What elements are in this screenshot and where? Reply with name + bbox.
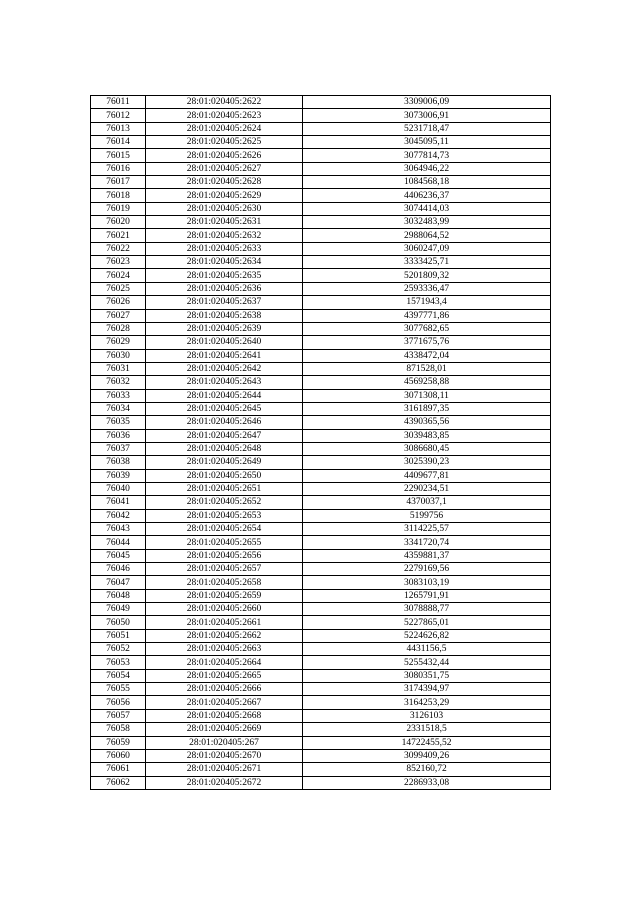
cadastral-number-cell: 28:01:020405:2664: [146, 656, 303, 669]
table-body: [91, 96, 551, 790]
row-number-cell: 76047: [91, 576, 146, 589]
value-cell: 5224626,82: [303, 629, 551, 642]
cadastral-number-cell: 28:01:020405:2663: [146, 643, 303, 656]
value-cell: 2988064,52: [303, 229, 551, 242]
table-row: [91, 296, 551, 309]
cadastral-number-cell: 28:01:020405:2653: [146, 509, 303, 522]
cadastral-number-cell: 28:01:020405:2622: [146, 96, 303, 109]
cadastral-number-cell: 28:01:020405:2631: [146, 216, 303, 229]
row-number-cell: 76057: [91, 709, 146, 722]
value-cell: 4370037,1: [303, 496, 551, 509]
table-row: [91, 669, 551, 682]
cadastral-number-cell: 28:01:020405:2656: [146, 549, 303, 562]
value-cell: 3341720,74: [303, 536, 551, 549]
table-row: [91, 96, 551, 109]
cadastral-number-cell: 28:01:020405:2638: [146, 309, 303, 322]
cadastral-number-cell: 28:01:020405:2667: [146, 696, 303, 709]
table-row: [91, 176, 551, 189]
row-number-cell: 76058: [91, 723, 146, 736]
cadastral-number-cell: 28:01:020405:2670: [146, 749, 303, 762]
value-cell: 4569258,88: [303, 376, 551, 389]
row-number-cell: 76043: [91, 523, 146, 536]
cadastral-number-cell: 28:01:020405:2643: [146, 376, 303, 389]
cadastral-number-cell: 28:01:020405:2628: [146, 176, 303, 189]
row-number-cell: 76018: [91, 189, 146, 202]
row-number-cell: 76062: [91, 776, 146, 789]
table-row: [91, 109, 551, 122]
row-number-cell: 76019: [91, 202, 146, 215]
table-row: [91, 376, 551, 389]
row-number-cell: 76024: [91, 269, 146, 282]
table-row: [91, 629, 551, 642]
value-cell: 4397771,86: [303, 309, 551, 322]
row-number-cell: 76016: [91, 162, 146, 175]
value-cell: 2331518,5: [303, 723, 551, 736]
table-row: [91, 216, 551, 229]
cadastral-number-cell: 28:01:020405:2634: [146, 256, 303, 269]
table-row: [91, 416, 551, 429]
table-row: [91, 269, 551, 282]
table-row: [91, 536, 551, 549]
table-row: [91, 162, 551, 175]
value-cell: 5227865,01: [303, 616, 551, 629]
cadastral-number-cell: 28:01:020405:2641: [146, 349, 303, 362]
value-cell: 3309006,09: [303, 96, 551, 109]
cadastral-number-cell: 28:01:020405:2635: [146, 269, 303, 282]
cadastral-number-cell: 28:01:020405:2666: [146, 683, 303, 696]
value-cell: 3060247,09: [303, 242, 551, 255]
table-row: [91, 349, 551, 362]
row-number-cell: 76059: [91, 736, 146, 749]
row-number-cell: 76054: [91, 669, 146, 682]
value-cell: 4431156,5: [303, 643, 551, 656]
table-row: [91, 189, 551, 202]
table-row: [91, 683, 551, 696]
row-number-cell: 76028: [91, 322, 146, 335]
value-cell: 3174394,97: [303, 683, 551, 696]
cadastral-number-cell: 28:01:020405:2627: [146, 162, 303, 175]
table-row: [91, 442, 551, 455]
row-number-cell: 76031: [91, 362, 146, 375]
cadastral-number-cell: 28:01:020405:2645: [146, 402, 303, 415]
table-row: [91, 509, 551, 522]
value-cell: 4406236,37: [303, 189, 551, 202]
value-cell: 4338472,04: [303, 349, 551, 362]
value-cell: 3025390,23: [303, 456, 551, 469]
value-cell: 871528,01: [303, 362, 551, 375]
cadastral-number-cell: 28:01:020405:2646: [146, 416, 303, 429]
table-row: [91, 336, 551, 349]
table-row: [91, 242, 551, 255]
table-row: [91, 776, 551, 789]
row-number-cell: 76032: [91, 376, 146, 389]
row-number-cell: 76039: [91, 469, 146, 482]
table-row: [91, 402, 551, 415]
row-number-cell: 76023: [91, 256, 146, 269]
value-cell: 5231718,47: [303, 122, 551, 135]
value-cell: 3086680,45: [303, 442, 551, 455]
table-row: [91, 563, 551, 576]
value-cell: 3071308,11: [303, 389, 551, 402]
cadastral-number-cell: 28:01:020405:2639: [146, 322, 303, 335]
table-row: [91, 362, 551, 375]
table-row: [91, 202, 551, 215]
value-cell: 1571943,4: [303, 296, 551, 309]
cadastral-number-cell: 28:01:020405:2652: [146, 496, 303, 509]
table-row: [91, 736, 551, 749]
value-cell: 5199756: [303, 509, 551, 522]
row-number-cell: 76049: [91, 603, 146, 616]
cadastral-number-cell: 28:01:020405:2665: [146, 669, 303, 682]
table-row: [91, 149, 551, 162]
row-number-cell: 76050: [91, 616, 146, 629]
cadastral-number-cell: 28:01:020405:2623: [146, 109, 303, 122]
cadastral-number-cell: 28:01:020405:2644: [146, 389, 303, 402]
row-number-cell: 76020: [91, 216, 146, 229]
cadastral-number-cell: 28:01:020405:2657: [146, 563, 303, 576]
value-cell: 3114225,57: [303, 523, 551, 536]
table-row: [91, 309, 551, 322]
row-number-cell: 76021: [91, 229, 146, 242]
value-cell: 2286933,08: [303, 776, 551, 789]
row-number-cell: 76025: [91, 282, 146, 295]
cadastral-value-table: [90, 95, 551, 790]
value-cell: 3771675,76: [303, 336, 551, 349]
table-row: [91, 589, 551, 602]
cadastral-number-cell: 28:01:020405:2632: [146, 229, 303, 242]
table-row: [91, 643, 551, 656]
table-row: [91, 469, 551, 482]
value-cell: 3083103,19: [303, 576, 551, 589]
table-row: [91, 723, 551, 736]
cadastral-number-cell: 28:01:020405:2624: [146, 122, 303, 135]
cadastral-number-cell: 28:01:020405:2662: [146, 629, 303, 642]
row-number-cell: 76030: [91, 349, 146, 362]
table-row: [91, 122, 551, 135]
table-row: [91, 656, 551, 669]
table-row: [91, 523, 551, 536]
table-row: [91, 482, 551, 495]
row-number-cell: 76061: [91, 763, 146, 776]
table-row: [91, 456, 551, 469]
cadastral-number-cell: 28:01:020405:2669: [146, 723, 303, 736]
value-cell: 4390365,56: [303, 416, 551, 429]
row-number-cell: 76041: [91, 496, 146, 509]
cadastral-number-cell: 28:01:020405:2625: [146, 136, 303, 149]
value-cell: 3077814,73: [303, 149, 551, 162]
table-row: [91, 389, 551, 402]
row-number-cell: 76026: [91, 296, 146, 309]
row-number-cell: 76060: [91, 749, 146, 762]
row-number-cell: 76022: [91, 242, 146, 255]
table-row: [91, 256, 551, 269]
cadastral-number-cell: 28:01:020405:2654: [146, 523, 303, 536]
value-cell: 3078888,77: [303, 603, 551, 616]
table-row: [91, 429, 551, 442]
value-cell: 14722455,52: [303, 736, 551, 749]
table-row: [91, 549, 551, 562]
table-row: [91, 763, 551, 776]
value-cell: 1084568,18: [303, 176, 551, 189]
value-cell: 3073006,91: [303, 109, 551, 122]
table-row: [91, 282, 551, 295]
table-row: [91, 616, 551, 629]
cadastral-number-cell: 28:01:020405:2661: [146, 616, 303, 629]
value-cell: 3333425,71: [303, 256, 551, 269]
table-row: [91, 576, 551, 589]
row-number-cell: 76037: [91, 442, 146, 455]
table-row: [91, 709, 551, 722]
table-row: [91, 136, 551, 149]
row-number-cell: 76035: [91, 416, 146, 429]
cadastral-number-cell: 28:01:020405:2650: [146, 469, 303, 482]
row-number-cell: 76027: [91, 309, 146, 322]
value-cell: 5255432,44: [303, 656, 551, 669]
row-number-cell: 76051: [91, 629, 146, 642]
value-cell: 3126103: [303, 709, 551, 722]
row-number-cell: 76052: [91, 643, 146, 656]
cadastral-number-cell: 28:01:020405:2629: [146, 189, 303, 202]
value-cell: 3080351,75: [303, 669, 551, 682]
row-number-cell: 76012: [91, 109, 146, 122]
value-cell: 3077682,65: [303, 322, 551, 335]
value-cell: 3064946,22: [303, 162, 551, 175]
value-cell: 1265791,91: [303, 589, 551, 602]
value-cell: 3161897,35: [303, 402, 551, 415]
cadastral-number-cell: 28:01:020405:2647: [146, 429, 303, 442]
cadastral-number-cell: 28:01:020405:2651: [146, 482, 303, 495]
row-number-cell: 76011: [91, 96, 146, 109]
row-number-cell: 76013: [91, 122, 146, 135]
row-number-cell: 76036: [91, 429, 146, 442]
value-cell: 3164253,29: [303, 696, 551, 709]
row-number-cell: 76053: [91, 656, 146, 669]
value-cell: 4359881,37: [303, 549, 551, 562]
value-cell: 3032483,99: [303, 216, 551, 229]
table-row: [91, 749, 551, 762]
value-cell: 3074414,03: [303, 202, 551, 215]
value-cell: 2290234,51: [303, 482, 551, 495]
cadastral-number-cell: 28:01:020405:2626: [146, 149, 303, 162]
cadastral-number-cell: 28:01:020405:2630: [146, 202, 303, 215]
cadastral-number-cell: 28:01:020405:2671: [146, 763, 303, 776]
cadastral-number-cell: 28:01:020405:2633: [146, 242, 303, 255]
row-number-cell: 76046: [91, 563, 146, 576]
row-number-cell: 76056: [91, 696, 146, 709]
cadastral-number-cell: 28:01:020405:2636: [146, 282, 303, 295]
cadastral-number-cell: 28:01:020405:2668: [146, 709, 303, 722]
cadastral-number-cell: 28:01:020405:2659: [146, 589, 303, 602]
row-number-cell: 76048: [91, 589, 146, 602]
table-row: [91, 496, 551, 509]
value-cell: 3039483,85: [303, 429, 551, 442]
value-cell: 3099409,26: [303, 749, 551, 762]
table-row: [91, 229, 551, 242]
row-number-cell: 76017: [91, 176, 146, 189]
value-cell: 2279169,56: [303, 563, 551, 576]
row-number-cell: 76038: [91, 456, 146, 469]
row-number-cell: 76029: [91, 336, 146, 349]
cadastral-number-cell: 28:01:020405:2642: [146, 362, 303, 375]
table-row: [91, 603, 551, 616]
value-cell: 5201809,32: [303, 269, 551, 282]
row-number-cell: 76015: [91, 149, 146, 162]
cadastral-number-cell: 28:01:020405:267: [146, 736, 303, 749]
cadastral-number-cell: 28:01:020405:2649: [146, 456, 303, 469]
row-number-cell: 76055: [91, 683, 146, 696]
cadastral-number-cell: 28:01:020405:2660: [146, 603, 303, 616]
cadastral-number-cell: 28:01:020405:2658: [146, 576, 303, 589]
cadastral-number-cell: 28:01:020405:2640: [146, 336, 303, 349]
cadastral-number-cell: 28:01:020405:2637: [146, 296, 303, 309]
row-number-cell: 76034: [91, 402, 146, 415]
row-number-cell: 76033: [91, 389, 146, 402]
row-number-cell: 76045: [91, 549, 146, 562]
table-row: [91, 322, 551, 335]
value-cell: 3045095,11: [303, 136, 551, 149]
cadastral-number-cell: 28:01:020405:2672: [146, 776, 303, 789]
table-row: [91, 696, 551, 709]
cadastral-number-cell: 28:01:020405:2648: [146, 442, 303, 455]
row-number-cell: 76014: [91, 136, 146, 149]
value-cell: 2593336,47: [303, 282, 551, 295]
row-number-cell: 76044: [91, 536, 146, 549]
value-cell: 4409677,81: [303, 469, 551, 482]
cadastral-number-cell: 28:01:020405:2655: [146, 536, 303, 549]
row-number-cell: 76040: [91, 482, 146, 495]
row-number-cell: 76042: [91, 509, 146, 522]
value-cell: 852160,72: [303, 763, 551, 776]
